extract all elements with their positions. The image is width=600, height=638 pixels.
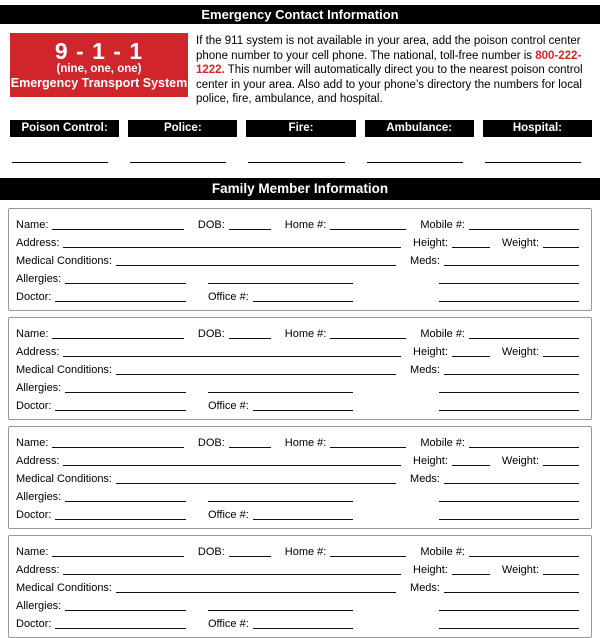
field-label-home-phone: Home #:	[284, 327, 327, 340]
contact-column-hospital	[483, 120, 592, 163]
field-label-office-phone: Office #:	[208, 508, 249, 521]
fill-line-weight	[543, 574, 579, 575]
fill-line-mobile-phone	[469, 338, 579, 339]
fill-line-medical-conditions	[116, 483, 396, 484]
contact-fill-line-police	[130, 162, 226, 163]
contact-label-police: Police:	[128, 120, 237, 137]
field-label-address: Address:	[16, 563, 60, 576]
fill-line-height	[452, 574, 490, 575]
fill-line-weight	[543, 247, 579, 248]
fill-line-allergies-continued	[208, 610, 353, 611]
field-group-mobile-phone	[420, 437, 579, 450]
field-label-doctor: Doctor:	[16, 399, 52, 412]
field-group-mobile-phone	[420, 328, 579, 341]
field-group-doctor	[16, 618, 186, 631]
fill-line-meds	[444, 483, 579, 484]
field-label-address: Address:	[16, 345, 60, 358]
field-label-name: Name:	[16, 327, 49, 340]
field-label-weight: Weight:	[501, 236, 539, 249]
field-group-medical-conditions	[16, 473, 396, 486]
field-label-doctor: Doctor:	[16, 290, 52, 303]
fill-line-doctor	[55, 410, 186, 411]
contact-column-ambulance	[365, 120, 474, 163]
field-group-mobile-phone	[420, 546, 579, 559]
field-label-allergies: Allergies:	[16, 381, 62, 394]
field-group-doctor	[16, 291, 186, 304]
emergency-contact-header-bar	[0, 5, 600, 24]
field-label-medical-conditions: Medical Conditions:	[16, 581, 112, 594]
field-label-address: Address:	[16, 454, 60, 467]
contact-label-ambulance: Ambulance:	[365, 120, 474, 137]
field-group-allergies	[16, 382, 186, 395]
fill-line-meds	[444, 374, 579, 375]
family-section-title: Family Member Information	[211, 180, 389, 196]
field-group-height	[413, 346, 490, 359]
field-group-address	[16, 564, 401, 577]
field-group-home-phone	[285, 219, 407, 232]
member-row-medical	[16, 468, 579, 486]
field-group-name	[16, 437, 184, 450]
field-label-medical-conditions: Medical Conditions:	[16, 472, 112, 485]
member-row-address	[16, 341, 579, 359]
member-block	[8, 317, 592, 420]
instructions-text-before: If the 911 system is not available in your area, add the poison control center phone number to your cell phone. The national, toll-free number is	[196, 35, 581, 62]
field-label-height: Height:	[413, 454, 448, 467]
field-group-meds	[410, 473, 579, 486]
fill-line-meds	[444, 265, 579, 266]
fill-line-doctor	[55, 301, 186, 302]
field-group-doctor	[16, 509, 186, 522]
field-label-meds: Meds:	[410, 363, 440, 376]
emergency-number: 9 - 1 - 1	[54, 38, 144, 64]
fill-line-allergies	[65, 501, 186, 502]
field-label-weight: Weight:	[501, 345, 539, 358]
member-block	[8, 208, 592, 311]
field-label-height: Height:	[413, 345, 448, 358]
contact-label-fire: Fire:	[246, 120, 355, 137]
field-label-office-phone: Office #:	[208, 617, 249, 630]
fill-line-meds-continued-1	[439, 501, 579, 502]
field-label-home-phone: Home #:	[284, 218, 327, 231]
fill-line-height	[452, 247, 490, 248]
fill-line-dob	[229, 229, 271, 230]
fill-line-home-phone	[330, 447, 406, 448]
member-row-name	[16, 432, 579, 450]
fill-line-meds-continued-2	[439, 519, 579, 520]
field-group-allergies	[16, 273, 186, 286]
field-label-dob: DOB:	[197, 436, 225, 449]
fill-line-office-phone	[253, 301, 353, 302]
fill-line-name	[52, 229, 183, 230]
field-label-dob: DOB:	[197, 218, 225, 231]
field-label-meds: Meds:	[410, 581, 440, 594]
fill-line-mobile-phone	[469, 447, 579, 448]
member-row-name	[16, 323, 579, 341]
fill-line-doctor	[55, 519, 186, 520]
field-label-height: Height:	[413, 236, 448, 249]
member-row-doctor	[16, 613, 579, 631]
field-label-name: Name:	[16, 218, 49, 231]
fill-line-home-phone	[330, 556, 406, 557]
fill-line-medical-conditions	[116, 265, 396, 266]
field-group-height	[413, 564, 490, 577]
fill-line-office-phone	[253, 519, 353, 520]
page-title: Emergency Contact Information	[201, 7, 399, 22]
fill-line-dob	[229, 338, 271, 339]
fill-line-address	[63, 574, 401, 575]
field-group-mobile-phone	[420, 219, 579, 232]
field-group-medical-conditions	[16, 364, 396, 377]
fill-line-meds-continued-2	[439, 628, 579, 629]
fill-line-allergies-continued	[208, 392, 353, 393]
field-label-height: Height:	[413, 563, 448, 576]
fill-line-allergies	[65, 610, 186, 611]
fill-line-medical-conditions	[116, 592, 396, 593]
field-label-medical-conditions: Medical Conditions:	[16, 254, 112, 267]
field-group-meds	[410, 255, 579, 268]
fill-line-name	[52, 556, 183, 557]
field-label-home-phone: Home #:	[284, 545, 327, 558]
fill-line-allergies-continued	[208, 501, 353, 502]
member-row-doctor	[16, 395, 579, 413]
field-label-address: Address:	[16, 236, 60, 249]
fill-line-meds-continued-2	[439, 301, 579, 302]
field-group-weight	[502, 564, 579, 577]
contact-column-poison-control	[10, 120, 119, 163]
field-label-weight: Weight:	[501, 563, 539, 576]
member-row-medical	[16, 577, 579, 595]
field-group-meds	[410, 364, 579, 377]
field-group-address	[16, 346, 401, 359]
field-group-office-phone	[208, 618, 353, 631]
field-label-office-phone: Office #:	[208, 290, 249, 303]
field-group-weight	[502, 455, 579, 468]
fill-line-address	[63, 356, 401, 357]
fill-line-allergies	[65, 392, 186, 393]
field-label-doctor: Doctor:	[16, 617, 52, 630]
field-label-dob: DOB:	[197, 545, 225, 558]
field-label-mobile-phone: Mobile #:	[420, 218, 465, 231]
field-group-name	[16, 328, 184, 341]
field-label-allergies: Allergies:	[16, 490, 62, 503]
field-label-meds: Meds:	[410, 472, 440, 485]
field-label-weight: Weight:	[501, 454, 539, 467]
member-row-address	[16, 559, 579, 577]
contact-label-poison-control: Poison Control:	[10, 120, 119, 137]
member-row-name	[16, 214, 579, 232]
field-label-home-phone: Home #:	[284, 436, 327, 449]
fill-line-address	[63, 247, 401, 248]
fill-line-meds-continued-1	[439, 610, 579, 611]
poison-control-instructions	[196, 33, 593, 107]
member-row-allergies	[16, 486, 579, 504]
field-group-height	[413, 237, 490, 250]
emergency-transport-caption: Emergency Transport System	[10, 76, 188, 90]
contact-fill-line-hospital	[485, 162, 581, 163]
emergency-contacts-row	[10, 120, 592, 163]
field-group-name	[16, 546, 184, 559]
member-row-doctor	[16, 286, 579, 304]
member-row-doctor	[16, 504, 579, 522]
field-label-name: Name:	[16, 545, 49, 558]
contact-column-fire	[246, 120, 355, 163]
member-row-allergies	[16, 595, 579, 613]
fill-line-meds-continued-2	[439, 410, 579, 411]
field-label-office-phone: Office #:	[208, 399, 249, 412]
intro-section	[10, 33, 593, 107]
field-group-office-phone	[208, 400, 353, 413]
emergency-number-words: (nine, one, one)	[56, 63, 142, 75]
fill-line-dob	[229, 556, 271, 557]
field-label-mobile-phone: Mobile #:	[420, 436, 465, 449]
fill-line-weight	[543, 465, 579, 466]
field-label-meds: Meds:	[410, 254, 440, 267]
emergency-911-panel	[10, 33, 188, 97]
member-row-name	[16, 541, 579, 559]
field-group-medical-conditions	[16, 255, 396, 268]
fill-line-mobile-phone	[469, 229, 579, 230]
field-group-weight	[502, 346, 579, 359]
fill-line-weight	[543, 356, 579, 357]
fill-line-meds-continued-1	[439, 283, 579, 284]
family-member-header-bar	[0, 178, 600, 200]
fill-line-name	[52, 447, 183, 448]
fill-line-office-phone	[253, 410, 353, 411]
contact-fill-line-fire	[248, 162, 344, 163]
field-group-office-phone	[208, 509, 353, 522]
field-group-medical-conditions	[16, 582, 396, 595]
member-block	[8, 426, 592, 529]
contact-label-hospital: Hospital:	[483, 120, 592, 137]
field-group-height	[413, 455, 490, 468]
fill-line-meds	[444, 592, 579, 593]
contact-column-police	[128, 120, 237, 163]
field-label-allergies: Allergies:	[16, 272, 62, 285]
fill-line-height	[452, 465, 490, 466]
contact-fill-line-poison-control	[12, 162, 108, 163]
field-label-dob: DOB:	[197, 327, 225, 340]
member-blocks	[0, 208, 600, 638]
fill-line-name	[52, 338, 183, 339]
field-group-dob	[198, 437, 271, 450]
fill-line-allergies-continued	[208, 283, 353, 284]
field-group-dob	[198, 219, 271, 232]
field-group-dob	[198, 546, 271, 559]
fill-line-office-phone	[253, 628, 353, 629]
field-group-office-phone	[208, 291, 353, 304]
field-group-name	[16, 219, 184, 232]
field-label-name: Name:	[16, 436, 49, 449]
fill-line-doctor	[55, 628, 186, 629]
fill-line-home-phone	[330, 338, 406, 339]
fill-line-dob	[229, 447, 271, 448]
field-group-meds	[410, 582, 579, 595]
field-label-allergies: Allergies:	[16, 599, 62, 612]
fill-line-medical-conditions	[116, 374, 396, 375]
fill-line-height	[452, 356, 490, 357]
field-group-dob	[198, 328, 271, 341]
member-row-address	[16, 232, 579, 250]
member-row-medical	[16, 250, 579, 268]
member-row-medical	[16, 359, 579, 377]
fill-line-allergies	[65, 283, 186, 284]
fill-line-meds-continued-1	[439, 392, 579, 393]
field-group-address	[16, 455, 401, 468]
contact-fill-line-ambulance	[367, 162, 463, 163]
member-row-allergies	[16, 377, 579, 395]
member-row-address	[16, 450, 579, 468]
field-group-home-phone	[285, 437, 407, 450]
field-label-medical-conditions: Medical Conditions:	[16, 363, 112, 376]
member-row-allergies	[16, 268, 579, 286]
fill-line-address	[63, 465, 401, 466]
field-label-doctor: Doctor:	[16, 508, 52, 521]
field-group-allergies	[16, 600, 186, 613]
field-label-mobile-phone: Mobile #:	[420, 327, 465, 340]
fill-line-home-phone	[330, 229, 406, 230]
field-group-doctor	[16, 400, 186, 413]
field-label-mobile-phone: Mobile #:	[420, 545, 465, 558]
field-group-home-phone	[285, 546, 407, 559]
field-group-allergies	[16, 491, 186, 504]
field-group-home-phone	[285, 328, 407, 341]
poison-phone-number: 800-222-1222.	[196, 49, 582, 77]
fill-line-mobile-phone	[469, 556, 579, 557]
field-group-address	[16, 237, 401, 250]
instructions-text-after: This number will automatically direct you to the nearest poison control center in your area. Also add to your phone’s directory the numbers for local police, fire, ambulance, and hospital.	[196, 64, 583, 106]
field-group-weight	[502, 237, 579, 250]
